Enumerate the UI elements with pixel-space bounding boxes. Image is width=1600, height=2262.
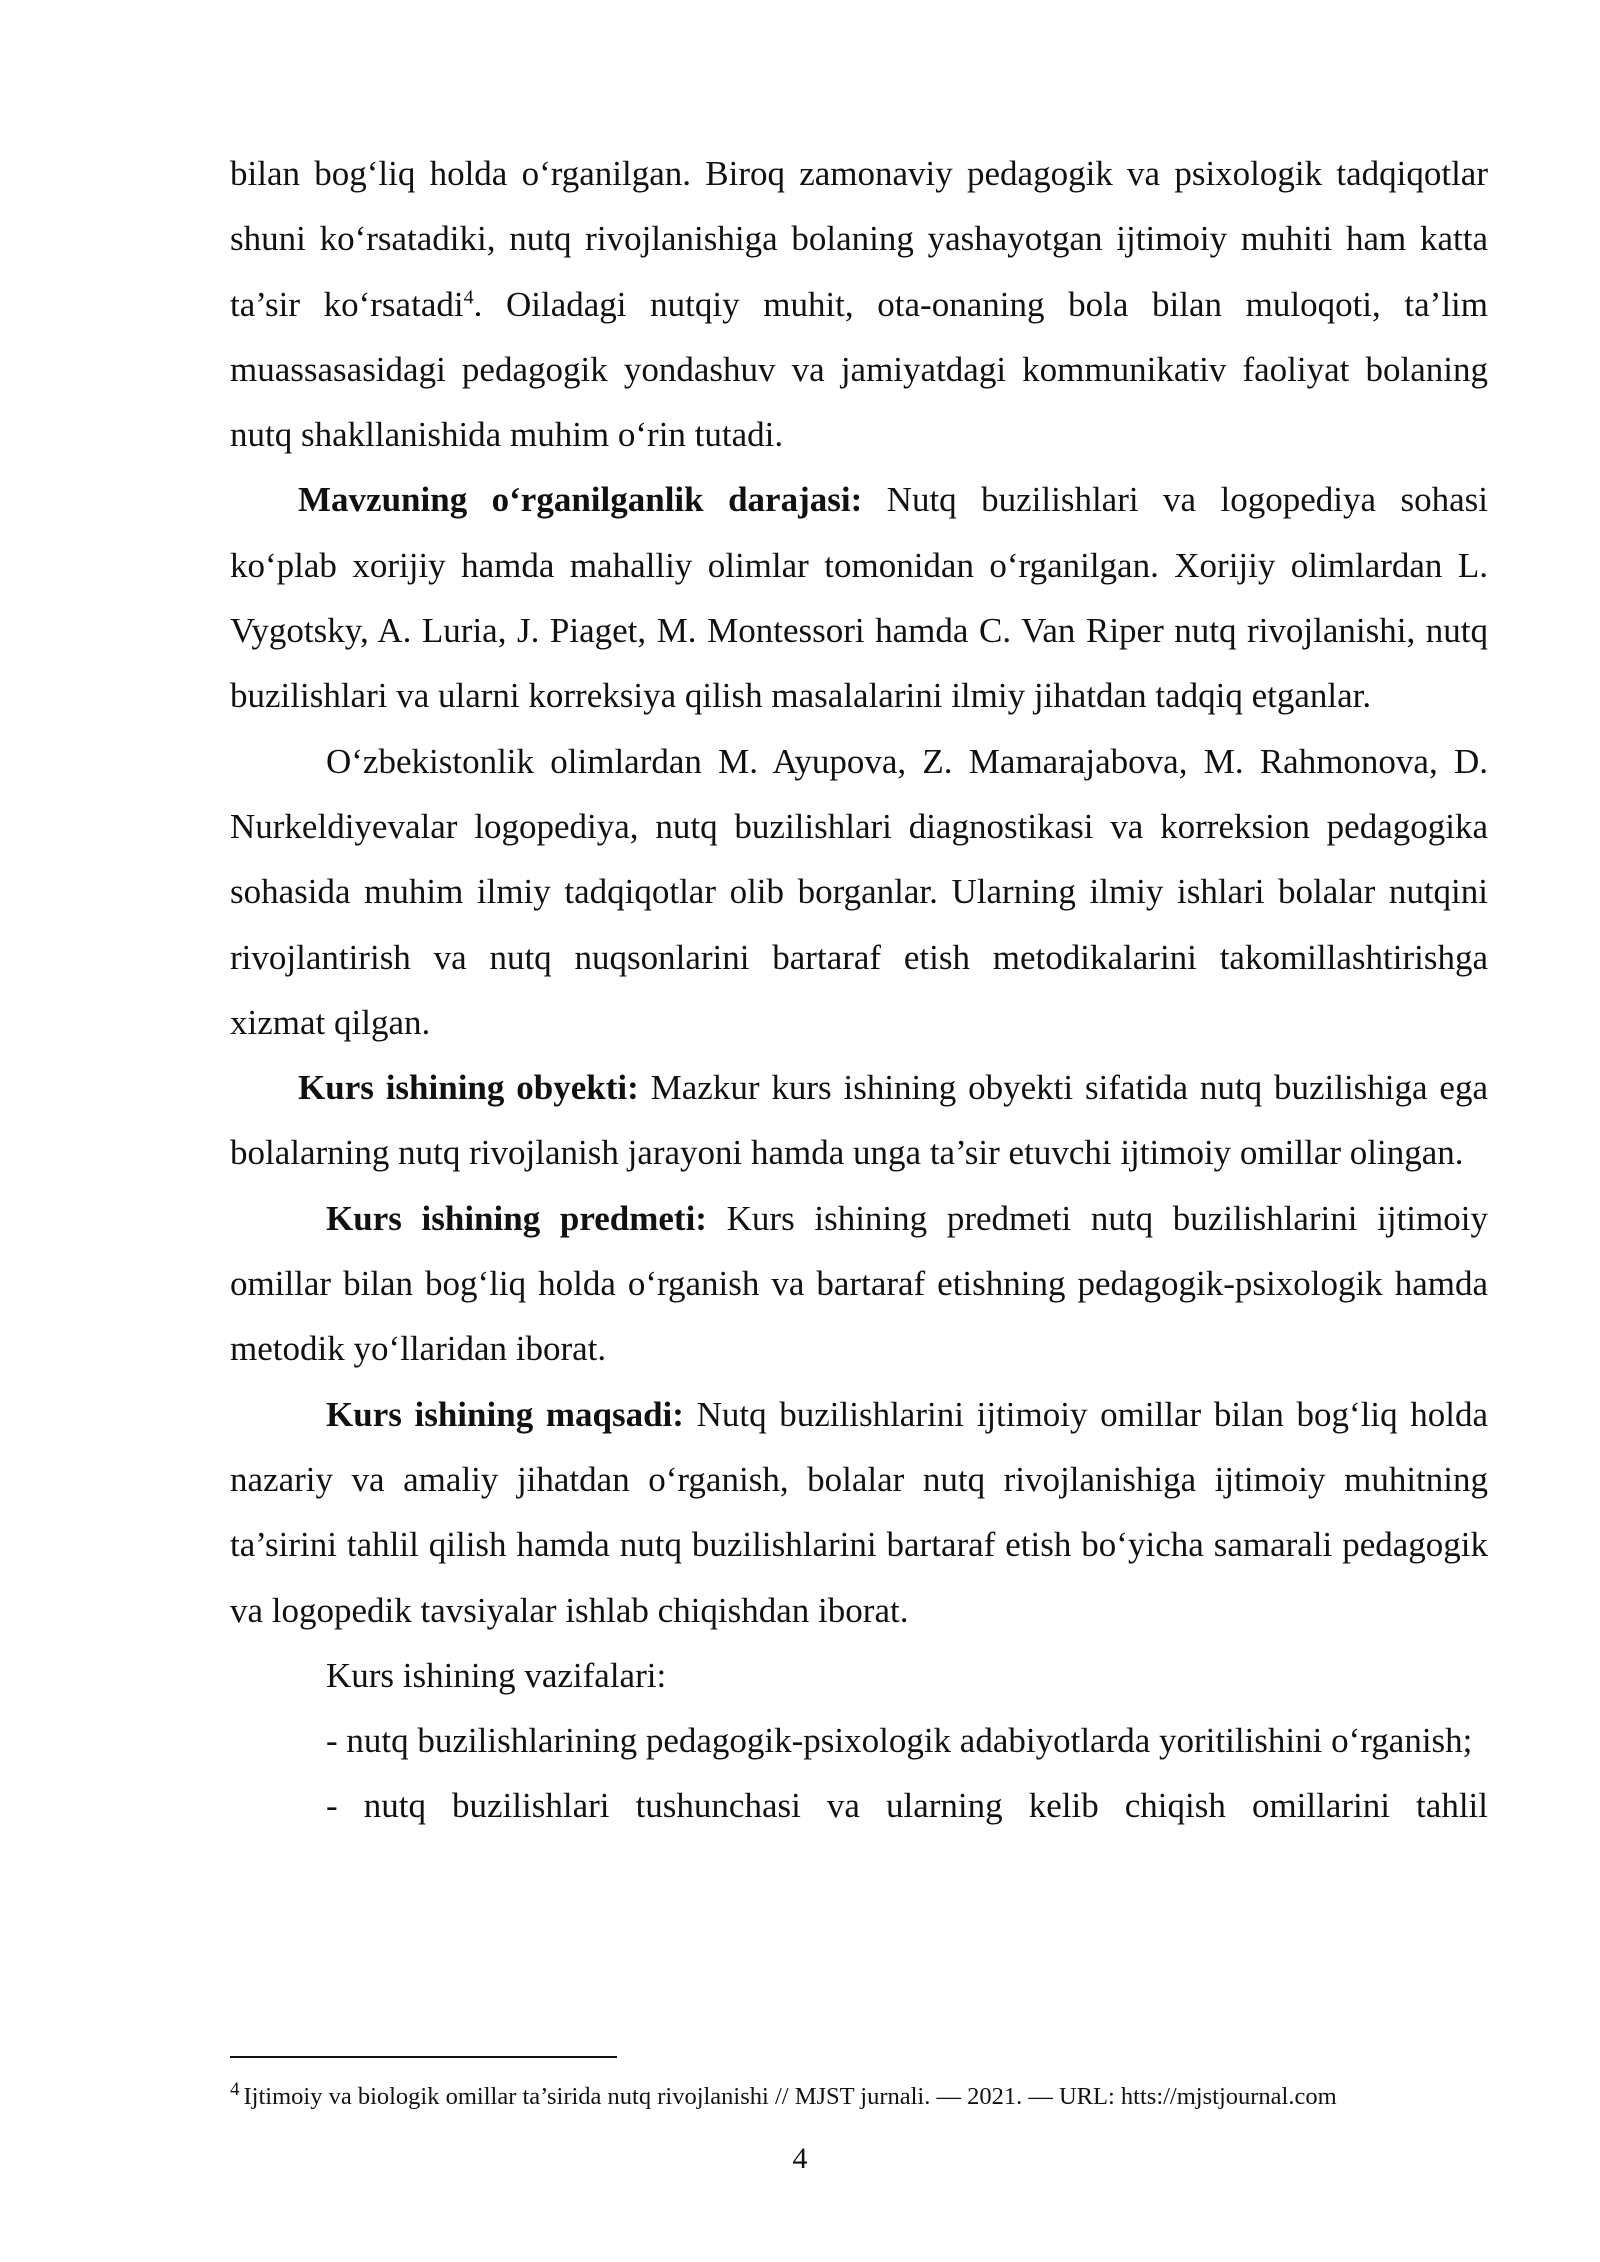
footnote-reference[interactable]: 4 xyxy=(463,285,474,308)
paragraph-subject xyxy=(230,1186,1488,1382)
paragraph-text: - nutq buzilishlari tushunchasi va ularning kelib chiqish omillarini tahlil xyxy=(326,1786,1488,1826)
paragraph-object xyxy=(230,1055,1488,1186)
footnote-separator xyxy=(230,2056,617,2058)
list-item-task xyxy=(230,1708,1488,1773)
paragraph-text: . Oiladagi nutqiy muhit, ota-onaning bola bilan muloqoti, ta’lim muassasasidagi pedagogik yondashuv va jamiyatdagi kommunikativ faoliyat bolaning nutq shakllanishida muhim o‘rin tutadi. xyxy=(230,284,1488,455)
paragraph-intro-continued xyxy=(230,141,1488,467)
section-heading: Kurs ishining predmeti: xyxy=(326,1198,707,1238)
body-text xyxy=(230,141,1488,1839)
paragraph-text: - nutq buzilishlarining pedagogik-psixologik adabiyotlarda yoritilishini o‘rganish; xyxy=(326,1721,1473,1761)
footnote-text: Ijtimoiy va biologik omillar ta’sirida nutq rivojlanishi // MJST jurnali. — 2021. — URL: htts://mjstjournal.com xyxy=(243,2083,1337,2110)
paragraph-text: O‘zbekistonlik olimlardan M. Ayupova, Z. Mamarajabova, M. Rahmonova, D. Nurkeldiyevalar logopediya, nutq buzilishlari diagnostikasi va korreksion pedagogika sohasida muhim ilmiy tadqiqotlar olib borganlar. Ularning ilmiy ishlari bolalar nutqini rivojlantirish va nutq nuqsonlarini bartaraf etish metodikalarini takomillashtirishga xizmat qilgan. xyxy=(230,741,1488,1042)
paragraph-text: Kurs ishining vazifalari: xyxy=(326,1655,667,1695)
paragraph-goal xyxy=(230,1382,1488,1643)
section-heading: Kurs ishining obyekti: xyxy=(298,1068,639,1108)
paragraph-text: Nutq buzilishlarini ijtimoiy omillar bilan bog‘liq holda nazariy va amaliy jihatdan o‘rganish, bolalar nutq rivojlanishiga ijtimoiy muhitning ta’sirini tahlil qilish hamda nutq buzilishlarini bartaraf etish bo‘yicha samarali pedagogik va logopedik tavsiyalar ishlab chiqishdan iborat. xyxy=(230,1394,1488,1630)
paragraph-study-level xyxy=(230,467,1488,728)
footnote xyxy=(230,2080,1530,2114)
page-number: 4 xyxy=(792,2142,808,2175)
list-item-task xyxy=(230,1773,1488,1838)
paragraph-text: bilan bog‘liq holda o‘rganilgan. Biroq zamonaviy pedagogik va psixologik tadqiqotlar shuni ko‘rsatadiki, nutq rivojlanishiga bolaning yashayotgan ijtimoiy muhiti ham katta ta’sir ko‘rsatadi xyxy=(230,154,1488,324)
section-heading: Mavzuning o‘rganilganlik darajasi: xyxy=(298,480,863,520)
footnote-number: 4 xyxy=(230,2079,240,2100)
paragraph-text: Mazkur kurs ishining obyekti sifatida nutq buzilishiga ega bolalarning nutq rivojlanish jarayoni hamda unga ta’sir etuvchi ijtimoiy omillar olingan. xyxy=(230,1068,1488,1173)
section-heading: Kurs ishining maqsadi: xyxy=(326,1394,684,1434)
paragraph-text: Nutq buzilishlari va logopediya sohasi ko‘plab xorijiy hamda mahalliy olimlar tomonidan o‘rganilgan. Xorijiy olimlardan L. Vygotsky, A. Luria, J. Piaget, M. Montessori hamda C. Van Riper nutq rivojlanishi, nutq buzilishlari va ularni korreksiya qilish masalalarini ilmiy jihatdan tadqiq etganlar. xyxy=(230,480,1488,716)
paragraph-text: Kurs ishining predmeti nutq buzilishlarini ijtimoiy omillar bilan bog‘liq holda o‘rganish va bartaraf etishning pedagogik-psixologik hamda metodik yo‘llaridan iborat. xyxy=(230,1198,1488,1369)
paragraph-tasks-heading xyxy=(230,1643,1488,1708)
paragraph-uzbek-scholars xyxy=(230,729,1488,1055)
